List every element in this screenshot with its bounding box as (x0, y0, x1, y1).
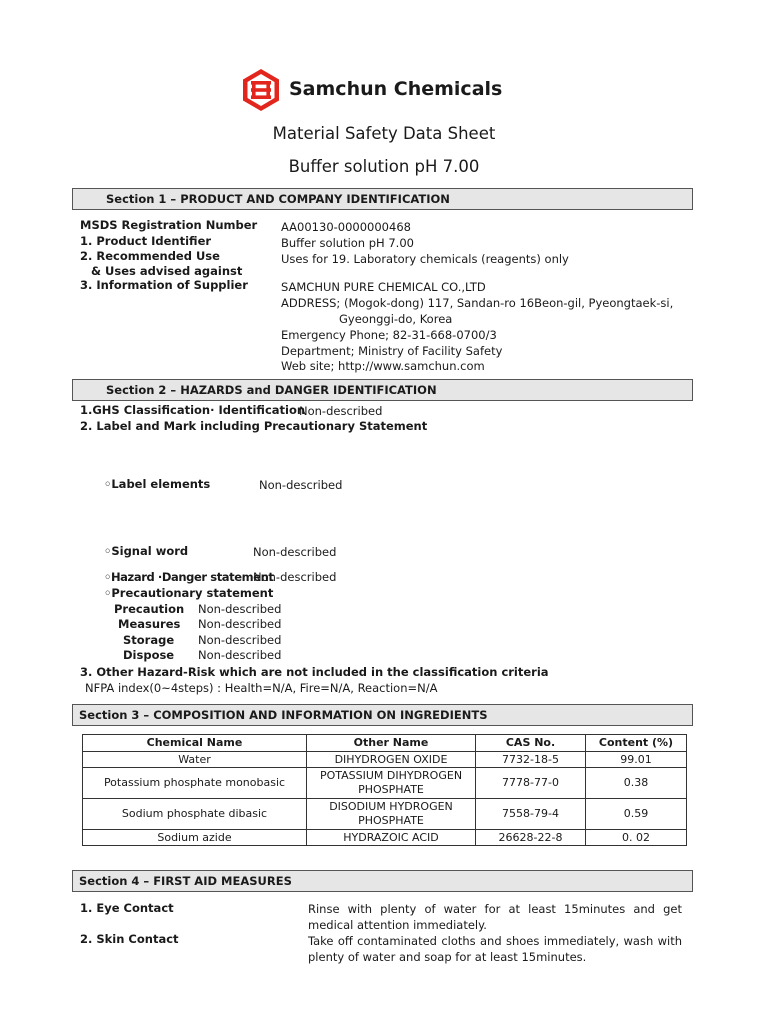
signal-word-value: Non-described (253, 545, 337, 559)
table-row (83, 799, 687, 830)
chemical-name-cell: Potassium phosphate monobasic (83, 768, 307, 799)
content-cell: 0.59 (586, 799, 687, 830)
ghs-label: 1.GHS Classification· Identification (80, 403, 306, 417)
samchun-logo-icon (240, 68, 282, 112)
column-header: Other Name (307, 735, 476, 752)
table-row (83, 830, 687, 846)
column-header: Content (%) (586, 735, 687, 752)
product-label: 1. Product Identifier (80, 234, 212, 248)
column-header: CAS No. (476, 735, 586, 752)
content-cell: 0. 02 (586, 830, 687, 846)
supplier-phone: Emergency Phone; 82-31-668-0700/3 (281, 328, 497, 342)
other-name-cell: POTASSIUM DIHYDROGEN PHOSPHATE (307, 768, 476, 799)
supplier-address-1: ADDRESS; (Mogok-dong) 117, Sandan-ro 16Beon-gil, Pyeongtaek-si, (281, 296, 674, 310)
measures-row-label: Measures (118, 617, 181, 631)
hazard-statement-value: Non-described (253, 570, 337, 584)
supplier-website: Web site; http://www.samchun.com (281, 359, 485, 373)
supplier-name: SAMCHUN PURE CHEMICAL CO.,LTD (281, 280, 486, 294)
label-mark-heading: 2. Label and Mark including Precautionary Statement (80, 419, 428, 433)
chemical-name-cell: Sodium phosphate dibasic (83, 799, 307, 830)
hazard-statement-label: ◦Hazard ·Danger statement (104, 570, 274, 584)
use-label: 2. Recommended Use (80, 249, 220, 263)
section-4-title: Section 4 – FIRST AID MEASURES (79, 874, 292, 888)
precaution-row-label: Precaution (114, 602, 185, 616)
use-label-2: & Uses advised against (91, 264, 243, 278)
section-2-header (72, 379, 693, 401)
eye-contact-text: Rinse with plenty of water for at least 15minutes and get medical attention immediately. (308, 902, 682, 932)
other-hazard-label: 3. Other Hazard-Risk which are not included in the classification criteria (80, 665, 549, 679)
nfpa-index: NFPA index(0~4steps) : Health=N/A, Fire=N/A, Reaction=N/A (85, 681, 438, 695)
supplier-department: Department; Ministry of Facility Safety (281, 344, 503, 358)
skin-contact-label: 2. Skin Contact (80, 932, 179, 946)
precaution-row-value: Non-described (198, 602, 282, 616)
supplier-label: 3. Information of Supplier (80, 278, 248, 292)
section-1-header (72, 188, 693, 210)
table-header-row (83, 735, 687, 752)
content-cell: 99.01 (586, 752, 687, 768)
product-value: Buffer solution pH 7.00 (281, 236, 414, 250)
label-elements-value: Non-described (259, 478, 343, 492)
chemical-name-cell: Sodium azide (83, 830, 307, 846)
storage-row-label: Storage (123, 633, 175, 647)
section-1-title: Section 1 – PRODUCT AND COMPANY IDENTIFICATION (106, 192, 450, 206)
column-header: Chemical Name (83, 735, 307, 752)
other-name-cell: DISODIUM HYDROGEN PHOSPHATE (307, 799, 476, 830)
ingredients-table (82, 734, 687, 846)
use-value: Uses for 19. Laboratory chemicals (reagents) only (281, 252, 569, 266)
label-elements-label: ◦Label elements (104, 477, 211, 491)
section-3-title: Section 3 – COMPOSITION AND INFORMATION ON INGREDIENTS (79, 708, 488, 722)
dispose-row-value: Non-described (198, 648, 282, 662)
section-3-header (72, 704, 693, 726)
section-4-header (72, 870, 693, 892)
product-title: Buffer solution pH 7.00 (288, 157, 480, 176)
cas-cell: 26628-22-8 (476, 830, 586, 846)
msds-value: AA00130-0000000468 (281, 220, 411, 234)
table-row (83, 752, 687, 768)
cas-cell: 7778-77-0 (476, 768, 586, 799)
eye-contact-label: 1. Eye Contact (80, 901, 174, 915)
section-2-title: Section 2 – HAZARDS and DANGER IDENTIFICATION (106, 383, 437, 397)
cas-cell: 7558-79-4 (476, 799, 586, 830)
ghs-value: Non-described (299, 404, 383, 418)
msds-label: MSDS Registration Number (80, 218, 258, 232)
brand-name: Samchun Chemicals (289, 78, 503, 100)
document-title: Material Safety Data Sheet (272, 124, 496, 143)
dispose-row-label: Dispose (123, 648, 175, 662)
storage-row-value: Non-described (198, 633, 282, 647)
precautionary-statement-label: ◦Precautionary statement (104, 586, 274, 600)
signal-word-label: ◦Signal word (104, 544, 189, 558)
cas-cell: 7732-18-5 (476, 752, 586, 768)
chemical-name-cell: Water (83, 752, 307, 768)
content-cell: 0.38 (586, 768, 687, 799)
skin-contact-text: Take off contaminated cloths and shoes immediately, wash with plenty of water and soap for at least 15minutes. (308, 934, 682, 964)
table-row (83, 768, 687, 799)
measures-row-value: Non-described (198, 617, 282, 631)
other-name-cell: HYDRAZOIC ACID (307, 830, 476, 846)
other-name-cell: DIHYDROGEN OXIDE (307, 752, 476, 768)
supplier-address-2: Gyeonggi-do, Korea (339, 312, 453, 326)
